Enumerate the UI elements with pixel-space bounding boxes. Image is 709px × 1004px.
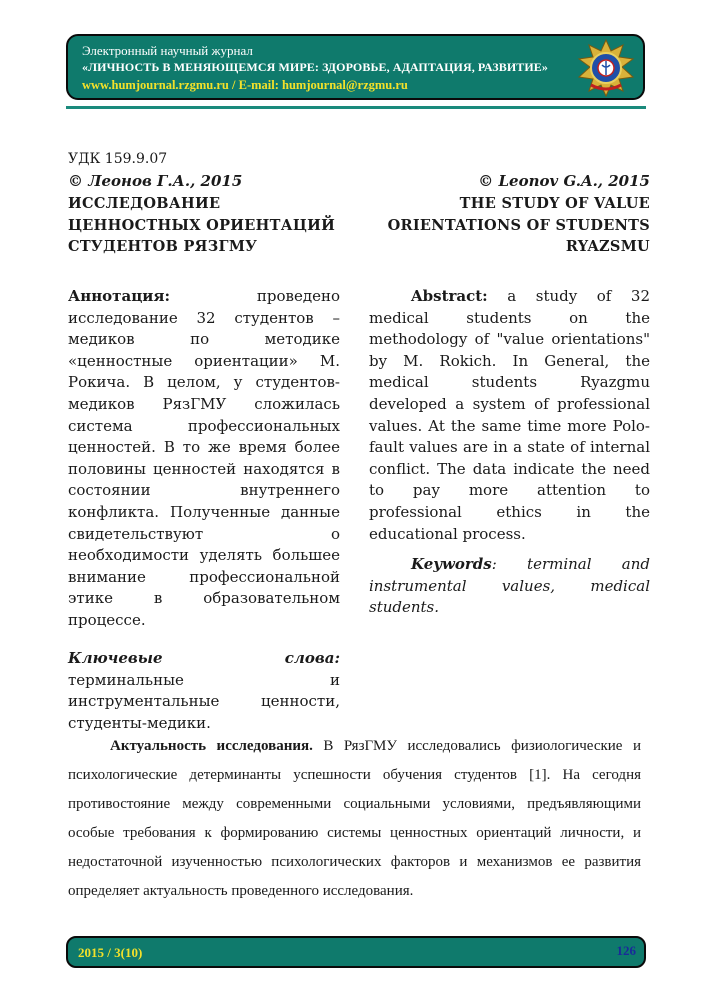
university-emblem-icon: [577, 39, 635, 97]
journal-footer: [66, 936, 646, 968]
body-text: В РязГМУ исследовались физиологические и психологические детерминанты успешности обучения студентов [1]. На сегодня противостояние между современными социальными условиями, предъявляющими особые требования к формированию системы ценностных ориентаций личности, и недостаточной изученностью психологических факторов и механизмов ее развития определяет актуальность проведенного исследования.: [68, 738, 642, 899]
body-heading: Актуальность исследования.: [110, 738, 313, 754]
abstract-ru-label: Аннотация:: [68, 287, 171, 305]
header-divider: [66, 106, 646, 109]
abstract-ru-text: проведено исследование 32 студентов – медиков по методике «ценностные ориентации» М. Рокича. В целом, у студентов-медиков РязГМУ сложилась система профессиональных ценностей. В то же время более половины ценностей находятся в состоянии внутреннего конфликта. Полученные данные свидетельствуют о необходимости уделять большее внимание профессиональной этике в образовательном процессе.: [68, 287, 340, 629]
keywords-en: [369, 554, 650, 619]
abstract-en-text: a study of 32 medical students on the methodology of "value orientations" by M. Rokich. In General, the medical students Ryazgmu developed a system of professional values. At the same time more Polo-fault values are in a state of internal conflict. The data indicate the need to pay more attention to professional ethics in the educational process.: [369, 287, 650, 543]
keywords-en-label: Keywords: [411, 555, 492, 573]
abstract-ru: [68, 286, 340, 632]
journal-title: «ЛИЧНОСТЬ В МЕНЯЮЩЕМСЯ МИРЕ: ЗДОРОВЬЕ, АДАПТАЦИЯ, РАЗВИТИЕ»: [82, 60, 549, 74]
page-number: 126: [616, 943, 636, 958]
title-en: THE STUDY OF VALUE ORIENTATIONS OF STUDENTS RYAZSMU: [387, 195, 650, 255]
keywords-en-text: : terminal and instrumental values, medical students.: [369, 555, 650, 617]
keywords-ru-text: терминальные и инструментальные ценности, студенты-медики.: [68, 670, 340, 732]
title-ru: ИССЛЕДОВАНИЕ ЦЕННОСТНЫХ ОРИЕНТАЦИЙ СТУДЕНТОВ РЯЗГМУ: [68, 195, 336, 255]
body-paragraph: [68, 732, 641, 906]
journal-header: [66, 34, 645, 100]
keywords-ru: [68, 648, 340, 734]
journal-type: Электронный научный журнал: [82, 43, 253, 58]
udk-code: УДК 159.9.07: [68, 151, 168, 167]
keywords-ru-label: Ключевые слова:: [68, 649, 340, 667]
abstract-en: [369, 286, 650, 545]
author-ru: © Леонов Г.А., 2015: [68, 172, 243, 190]
journal-contacts: www.humjournal.rzgmu.ru / E-mail: humjournal@rzgmu.ru: [82, 78, 408, 92]
issue-number: 2015 / 3(10): [78, 945, 143, 960]
abstract-en-label: Abstract:: [411, 287, 488, 305]
author-en: © Leonov G.A., 2015: [478, 172, 650, 190]
